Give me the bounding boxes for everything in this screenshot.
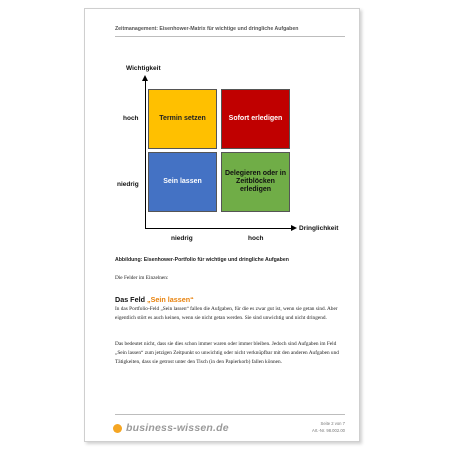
y-tick-high: hoch bbox=[123, 115, 139, 122]
figure-caption: Abbildung: Eisenhower-Portfolio für wichtige und dringliche Aufgaben bbox=[115, 257, 289, 263]
y-axis-label: Wichtigkeit bbox=[126, 65, 161, 72]
logo-text: business-wissen.de bbox=[126, 422, 229, 434]
footer-divider bbox=[115, 414, 345, 415]
paragraph-2: Das bedeutet nicht, dass sie dies schon immer waren oder immer bleiben. Jedoch sind Aufgaben im Feld „Sein lassen“ zum jetzigen Zeitpunkt so unwichtig oder nicht verknüpfbar mit den anderen Aufgaben und Tätigkeiten, dass sie getrost unter den Tisch (in den Papierkorb) fallen können. bbox=[115, 341, 339, 366]
eisenhower-matrix bbox=[85, 9, 359, 269]
page-header-title: Zeitmanagement: Eisenhower-Matrix für wichtige und dringliche Aufgaben bbox=[115, 26, 299, 32]
section-heading bbox=[115, 295, 194, 304]
x-axis-label: Dringlichkeit bbox=[299, 225, 339, 232]
y-tick-low: niedrig bbox=[117, 181, 139, 188]
x-axis-arrow bbox=[291, 225, 297, 231]
paragraph-1: In das Portfolio-Feld „Sein lassen“ fallen die Aufgaben, für die es zwar gut ist, wenn sie getan sind. Aber eigentlich stört es auch keinen, wenn sie nicht getan werden. Sie sind unwichtig und nicht dringend. bbox=[115, 306, 338, 322]
article-number: Art.-Nr. 98.002.00 bbox=[311, 428, 345, 433]
x-tick-high: hoch bbox=[248, 235, 264, 242]
document-page bbox=[84, 8, 360, 442]
logo-dot-icon bbox=[113, 424, 122, 433]
section-heading-prefix: Das Feld bbox=[115, 295, 147, 304]
footer-logo bbox=[113, 422, 229, 434]
y-axis bbox=[145, 79, 146, 229]
x-axis bbox=[145, 228, 293, 229]
quadrant-termin-setzen: Termin setzen bbox=[148, 89, 217, 149]
quadrant-sofort-erledigen: Sofort erledigen bbox=[221, 89, 290, 149]
page-number: Seite 2 von 7 bbox=[320, 421, 345, 426]
section-heading-highlight: „Sein lassen“ bbox=[146, 295, 194, 304]
quadrant-delegieren: Delegieren oder in Zeitblöcken erledigen bbox=[221, 152, 290, 212]
x-tick-low: niedrig bbox=[171, 235, 193, 242]
intro-text: Die Felder im Einzelnen: bbox=[115, 275, 169, 281]
quadrant-sein-lassen: Sein lassen bbox=[148, 152, 217, 212]
